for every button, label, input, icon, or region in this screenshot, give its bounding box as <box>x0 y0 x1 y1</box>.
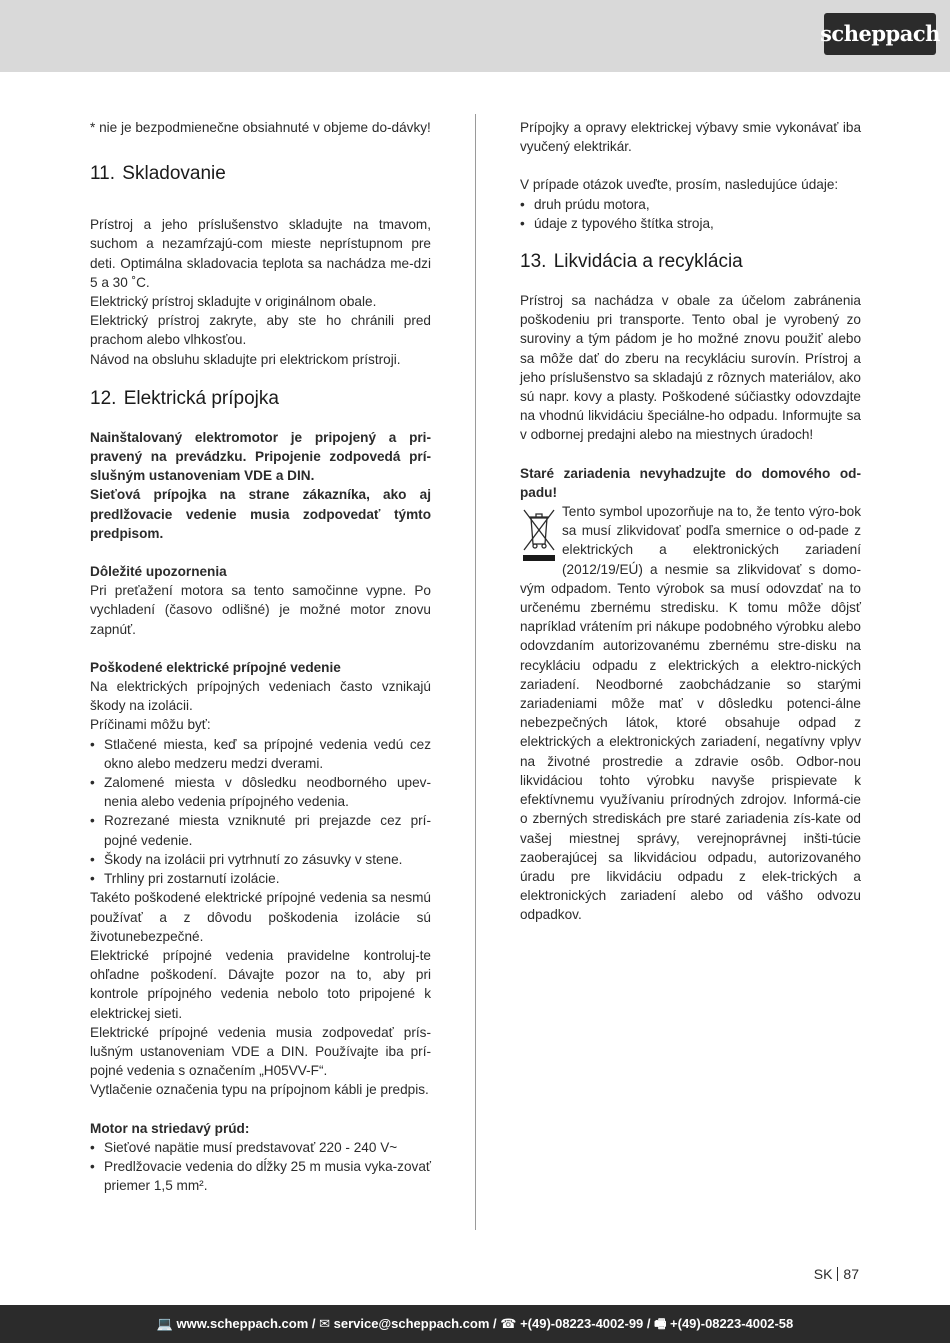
storage-paragraph: Návod na obsluhu skladujte pri elektrickom prístroji. <box>90 351 401 367</box>
ac-motor-list <box>90 1138 431 1196</box>
phone-number: +(49)-08223-4002-99 <box>520 1316 644 1332</box>
weee-text: Tento symbol upozorňuje na to, že tento výro-bok sa musí zlikvidovať podľa smernice o od-pade z elektrických a elektronických zariadení (2012/19/EÚ) a nesmie sa zlikvidovať s domo-vým odpadom. Tento výrobok sa musí odovzdať na to určenému zbernému stredisku. K tomu môže dôjsť napríklad vrátením pri nákupe podobného výrobku alebo odovzdaním autorizovanému zbernému stre-disku na recykláciu odpadu z elektrických a elektro-nických zariadení. Neodborné zaobchádzanie so starými zariadeniami môže mať v dôsledku potenci-álne nebezpečných látok, ktoré obsahuje odpad z elektrických a elektronických zariadení, negatívny vplyv na životné prostredie a zdravie osôb. Odbor-nou likvidáciou tohto výrobku navyše prispievate k efektívnemu využívaniu prírodných zdrojov. Informá-cie o zberných strediskách pre staré zariadenia zís-kate od vašej miestnej správy, verejnoprávnej inšti-túcie zaoberajúcej sa likvidáciou odpadu, autorizovaného úradu pre likvidáciu odpadu z elek-trických a elektronických zariadení alebo od vášho odvozu odpadkov. <box>520 504 861 923</box>
cable-paragraph: Vytlačenie označenia typu na prípojnom kábli je predpis. <box>90 1082 429 1098</box>
weee-block <box>520 502 861 924</box>
storage-paragraph: Elektrický prístroj skladujte v originálnom obale. <box>90 294 377 310</box>
damaged-cable-text: Na elektrických prípojných vedeniach často vznikajú škody na izolácii. <box>90 679 431 714</box>
section-13-heading <box>520 251 861 273</box>
delivery-note: * nie je bezpodmienečne obsiahnuté v objeme do-dávky! <box>90 120 431 135</box>
cable-paragraph: Elektrické prípojné vedenia pravidelne kontroluj-te ohľadne poškodení. Dávajte pozor na to, aby pri kontrole prípojného vedenia nebolo toto pripojené k elektrickej sieti. <box>90 947 431 1021</box>
language-code: SK <box>813 1266 833 1282</box>
scheppach-logo: scheppach <box>824 13 936 55</box>
list-item: • údaje z typového štítka stroja, <box>520 214 861 233</box>
causes-intro: Príčinami môžu byť: <box>90 717 211 733</box>
list-item: • Stlačené miesta, keď sa prípojné vedenia vedú cez okno alebo medzeru medzi dverami. <box>90 735 431 773</box>
section-title: Elektrická prípojka <box>123 387 279 409</box>
ac-motor-title: Motor na striedavý prúd: <box>90 1120 250 1136</box>
list-item: • Škody na izolácii pri vytrhnutí zo zásuvky v stene. <box>90 850 431 869</box>
right-column <box>520 118 861 925</box>
disposal-paragraph: Prístroj sa nachádza v obale za účelom zabránenia poškodeniu pri transporte. Tento obal je vyrobený zo suroviny a tým pádom je ho možné znovu použiť alebo sa môže dať do zberu na recykláciu surovín. Prístroj a jeho príslušenstvo sa skladajú z rôznych materiálov, ako sú napr. kovy a plasty. Poškodené súčiastky odovzdajte na vhodnú likvidáciu špeciálne-ho odpadu. Informujte sa v odbornej predajni alebo na miestnych úradoch! <box>520 293 861 443</box>
cable-paragraph: Elektrické prípojné vedenia musia zodpovedať prís-lušným ustanoveniam VDE a DIN. Používajte iba prí-pojné vedenia s označením „H05VV-F“. <box>90 1024 431 1079</box>
list-item: • Trhliny pri zostarnutí izolácie. <box>90 869 431 888</box>
list-item: • Zalomené miesta v dôsledku neodborného upev-nenia alebo vedenia prípojného vedenia. <box>90 773 431 811</box>
important-notes-title: Dôležité upozornenia <box>90 564 227 580</box>
header-bar <box>0 0 950 72</box>
section-number: 11. <box>90 163 116 185</box>
installation-notice: Nainštalovaný elektromotor je pripojený a pri-pravený na prevádzku. Pripojenie zodpovedá prí-slušným ustanoveniam VDE a DIN. <box>90 429 431 484</box>
fax-number: +(49)-08223-4002-58 <box>670 1316 794 1332</box>
page-number <box>814 1265 859 1284</box>
crossed-out-bin-icon <box>520 506 558 564</box>
mail-icon: ✉ <box>319 1316 334 1332</box>
section-title: Likvidácia a recyklácia <box>553 251 743 273</box>
storage-paragraph: Prístroj a jeho príslušenstvo skladujte na tmavom, suchom a nezamŕzajú-com mieste neprístupnom pre deti. Optimálna skladovacia teplota sa nachádza me-dzi 5 a 30 ˚C. <box>90 217 431 290</box>
list-item: • Predlžovacie vedenia do dĺžky 25 m musia vyka-zovať priemer 1,5 mm². <box>90 1157 431 1195</box>
computer-icon: 💻 <box>156 1316 177 1332</box>
household-waste-warning: Staré zariadenia nevyhadzujte do domového od-padu! <box>520 465 861 500</box>
causes-list <box>90 735 431 889</box>
email-link[interactable]: service@scheppach.com <box>333 1316 490 1332</box>
section-number: 12. <box>90 387 117 409</box>
cable-paragraph: Takéto poškodené elektrické prípojné vedenia sa nesmú používať a z dôvodu poškodenia izolácie sú životunebezpečné. <box>90 890 431 944</box>
electrician-note: Prípojky a opravy elektrickej výbavy smie vykonávať iba vyučený elektrikár. <box>520 120 861 155</box>
fax-icon: 🖷 <box>654 1316 671 1332</box>
mains-connection-notice: Sieťová prípojka na strane zákazníka, ako aj predlžovacie vedenie musia zodpovedať týmto predpisom. <box>90 487 431 541</box>
section-number: 13. <box>520 251 547 273</box>
list-item: • Sieťové napätie musí predstavovať 220 - 240 V~ <box>90 1138 431 1157</box>
list-item: • druh prúdu motora, <box>520 195 861 214</box>
questions-intro: V prípade otázok uveďte, prosím, nasledujúce údaje: <box>520 177 839 193</box>
important-notes-text: Pri preťažení motora sa tento samočinne vypne. Po vychladení (časovo odlišné) je možné motor znovu zapnúť. <box>90 583 431 637</box>
questions-list <box>520 195 861 233</box>
section-11-heading <box>90 163 431 185</box>
list-item: • Rozrezané miesta vzniknuté pri prejazde cez prí-pojné vedenie. <box>90 811 431 849</box>
storage-paragraph: Elektrický prístroj zakryte, aby ste ho chránili pred prachom alebo vlhkosťou. <box>90 313 431 348</box>
section-12-heading <box>90 388 431 410</box>
damaged-cable-title: Poškodené elektrické prípojné vedenie <box>90 659 341 675</box>
section-title: Skladovanie <box>122 163 226 185</box>
column-divider <box>475 114 476 1230</box>
footer-bar: 💻 www.scheppach.com / ✉ service@scheppach.com / ☎ +(49)-08223-4002-99 / 🖷 +(49)-08223-4002-58 <box>0 1305 950 1343</box>
page-number-value: 87 <box>843 1266 859 1282</box>
left-column <box>90 118 431 1195</box>
phone-icon: ☎ <box>500 1316 521 1332</box>
website-link[interactable]: www.scheppach.com <box>176 1316 309 1332</box>
